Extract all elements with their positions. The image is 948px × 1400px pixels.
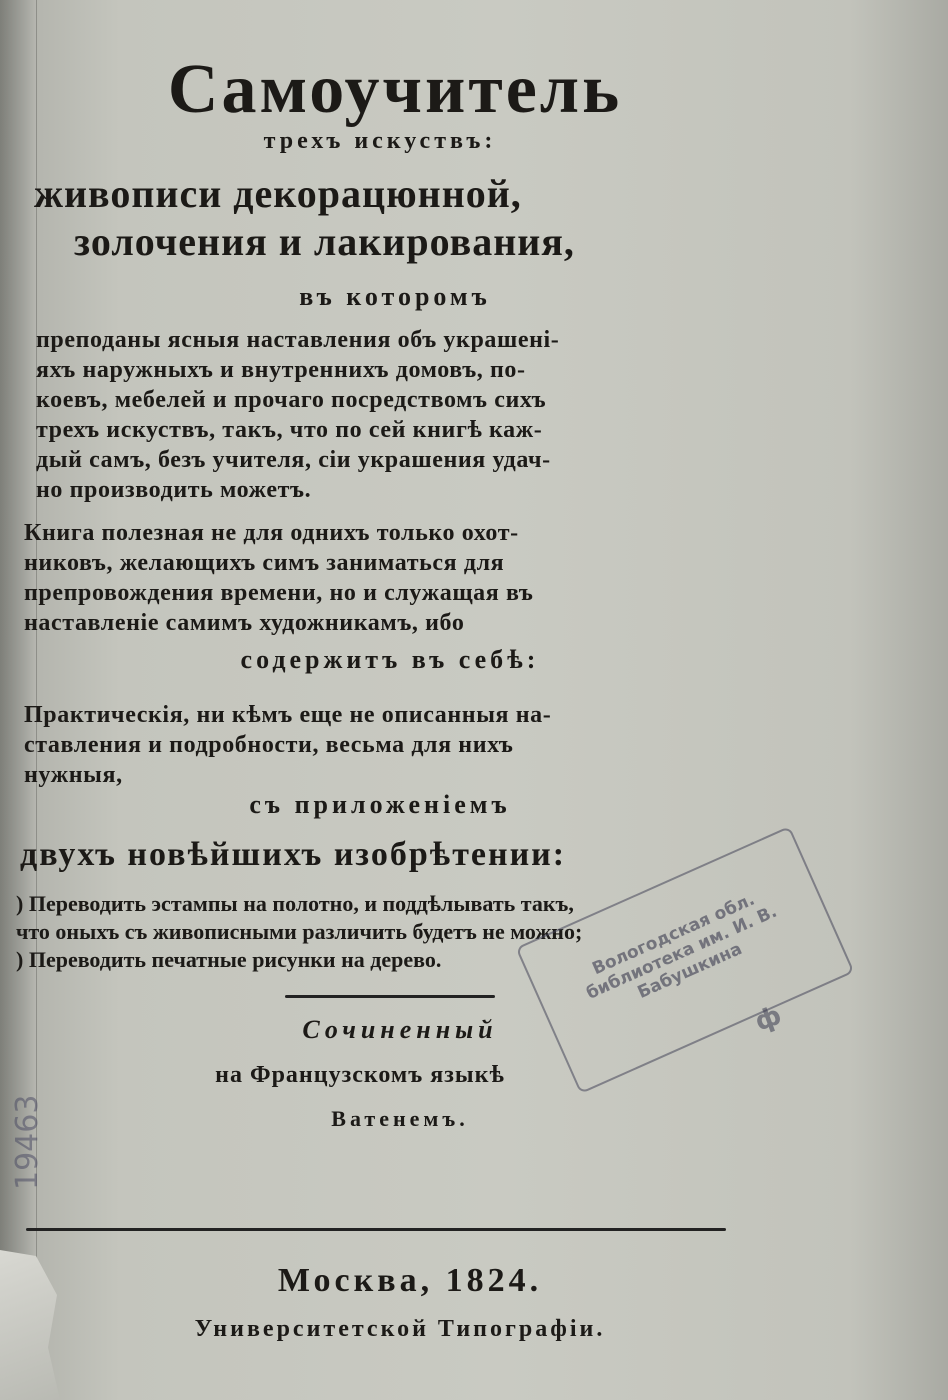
in-which-heading: въ которомъ bbox=[299, 282, 491, 311]
library-stamp: Вологодская обл. библиотека им. И. В. Бабушкина bbox=[515, 826, 854, 1094]
divider-rule bbox=[26, 1228, 726, 1231]
text-line: Практическія, ни кѣмъ еще не описанныя на- bbox=[24, 702, 552, 728]
byline-composed: Сочиненный bbox=[302, 1015, 498, 1044]
list-item: что оныхъ съ живописными различить будетъ не можно; bbox=[16, 919, 583, 944]
text-line: преподаны ясныя наставления объ украшені- bbox=[36, 327, 560, 353]
description-paragraph bbox=[36, 325, 756, 505]
text-line: препровождения времени, но и служащая въ bbox=[24, 580, 534, 606]
text-line: нужныя, bbox=[24, 762, 123, 788]
shelfmark: 19463 bbox=[10, 1094, 45, 1190]
imprint-city-year: Москва, 1824. bbox=[277, 1262, 543, 1299]
torn-corner bbox=[0, 1250, 60, 1400]
byline-language: на Французскомъ языкѣ bbox=[215, 1062, 505, 1088]
text-line: но производить можетъ. bbox=[36, 477, 312, 503]
text-line: яхъ наружныхъ и внутреннихъ домовъ, по- bbox=[36, 357, 526, 383]
appendix-heading: съ приложеніемъ bbox=[249, 790, 511, 819]
text-line: никовъ, желающихъ симъ заниматься для bbox=[24, 550, 505, 576]
byline-author: Ватенемъ. bbox=[331, 1106, 469, 1131]
audience-paragraph bbox=[24, 518, 744, 638]
text-line: дый самъ, безъ учителя, сіи украшения удач- bbox=[36, 447, 551, 473]
divider-rule bbox=[285, 995, 495, 998]
list-item: ) Переводить печатные рисунки на дерево. bbox=[16, 947, 442, 972]
text-line: коевъ, мебелей и прочаго посредствомъ сихъ bbox=[36, 387, 547, 413]
subject-line-2: золочения и лакирования, bbox=[74, 219, 575, 264]
text-line: трехъ искуствъ, такъ, что по сей книгѣ каж- bbox=[36, 417, 543, 443]
imprint-printer: Университетской Типографіи. bbox=[194, 1316, 606, 1342]
book-title: Самоучитель bbox=[167, 51, 623, 128]
subject-line-1: живописи декорацюнной, bbox=[34, 171, 522, 216]
text-line: наставленіе самимъ художникамъ, ибо bbox=[24, 610, 465, 636]
text-line: ставления и подробности, весьма для нихъ bbox=[24, 732, 514, 758]
text-line: Книга полезная не для однихъ только охот- bbox=[24, 520, 519, 546]
inventions-heading: двухъ новѣйшихъ изобрѣтении: bbox=[20, 836, 567, 873]
subtitle: трехъ искуствъ: bbox=[263, 128, 497, 154]
contents-heading: содержитъ въ себѣ: bbox=[240, 645, 540, 674]
contents-paragraph bbox=[24, 700, 744, 790]
list-item: ) Переводить эстампы на полотно, и поддѣлывать такъ, bbox=[16, 891, 574, 916]
library-stamp-mark: ф bbox=[751, 1000, 786, 1038]
